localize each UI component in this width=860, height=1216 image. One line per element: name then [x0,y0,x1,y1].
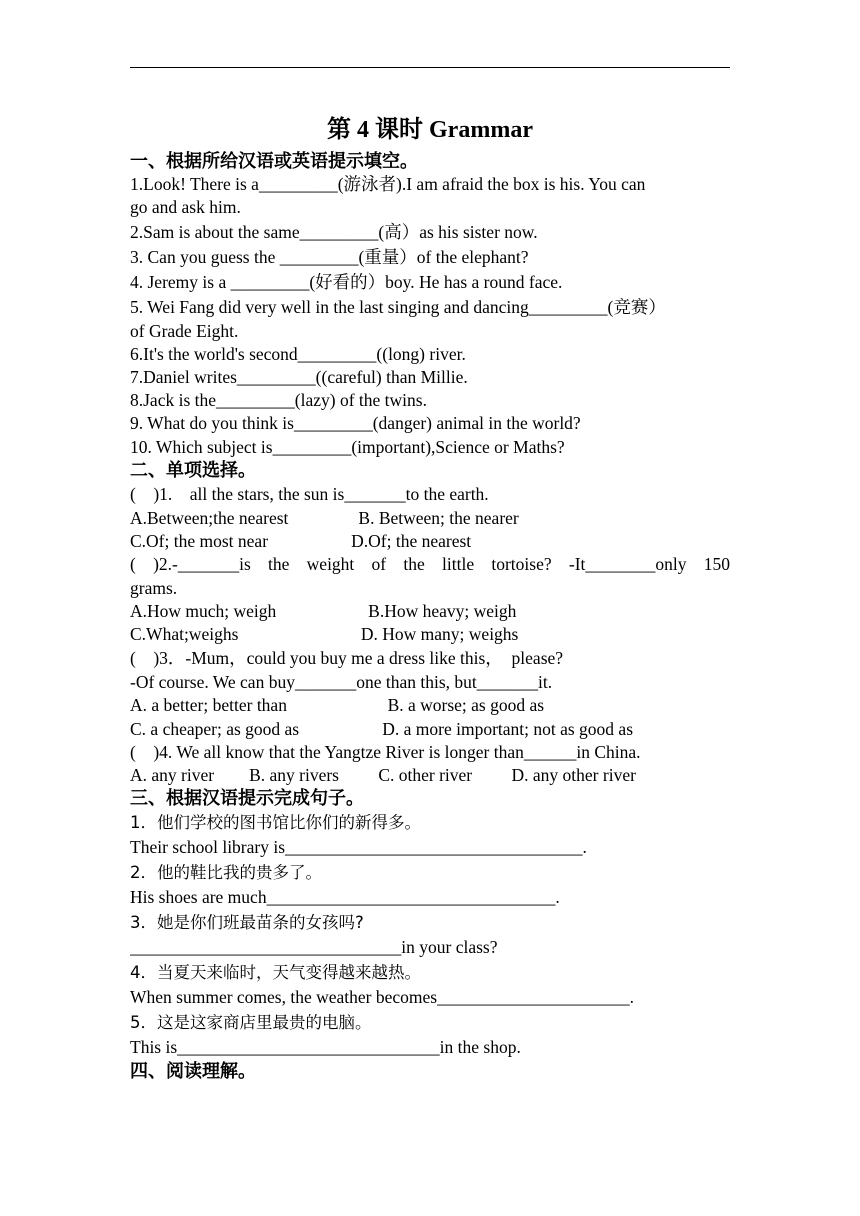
section-3-heading: 三、根据汉语提示完成句子。 [130,788,364,810]
s2-question-3-options-cd: C. a cheaper; as good as D. a more important; not as good as [130,718,634,739]
s1-question-10: 10. Which subject is_________(important),Science or Maths? [130,436,565,457]
section-4-heading: 四、阅读理解。 [130,1061,256,1083]
s2-question-1-options-ab: A.Between;the nearest B. Between; the nearer [130,508,519,529]
worksheet [130,110,730,1084]
s1-question-7: 7.Daniel writes_________((careful) than Millie. [130,367,468,388]
s2-question-3-line-2: -Of course. We can buy_______one than this, but_______it. [130,672,553,693]
s3-question-4-chinese: 4．当夏天来临时，天气变得越来越热。 [130,963,421,983]
s1-question-9: 9. What do you think is_________(danger) animal in the world? [130,413,581,434]
s3-question-1-english: Their school library is__________________________________. [130,837,587,858]
s2-question-2-line-2: grams. [130,577,178,598]
s1-question-2: 2.Sam is about the same_________(高）as his sister now. [130,221,538,242]
s3-question-2-chinese: 2．他的鞋比我的贵多了。 [130,863,322,883]
s2-question-3-line-1: ( )3．-Mum，could you buy me a dress like this， please? [130,648,564,669]
s2-question-1-options-cd: C.Of; the most near D.Of; the nearest [130,531,472,552]
section-2 [130,459,730,787]
s3-question-2-english: His shoes are much_________________________________. [130,887,560,908]
s3-question-3-english: _______________________________in your class? [130,937,498,958]
s1-question-5-line-1: 5. Wei Fang did very well in the last singing and dancing_________(竞赛） [130,296,666,317]
s2-question-2-line-1: ( )2.-_______is the weight of the little tortoise? -It________only 150 [130,554,730,575]
s2-question-3-options-ab: A. a better; better than B. a worse; as good as [130,695,545,716]
s2-question-2-options-ab: A.How much; weigh B.How heavy; weigh [130,600,517,621]
s1-question-6: 6.It's the world's second_________((long) river. [130,343,466,364]
section-3 [130,787,730,1060]
header-rule [130,67,730,68]
s2-question-4-options: A. any river B. any rivers C. other river D. any other river [130,765,636,786]
s1-question-4: 4. Jeremy is a _________(好看的）boy. He has a round face. [130,271,563,292]
section-2-heading: 二、单项选择。 [130,459,256,481]
section-1 [130,150,730,459]
s2-question-4: ( )4. We all know that the Yangtze River is longer than______in China. [130,741,641,762]
s1-question-3: 3. Can you guess the _________(重量）of the elephant? [130,246,529,267]
s2-question-2-options-cd: C.What;weighs D. How many; weighs [130,624,519,645]
s1-question-1-line-2: go and ask him. [130,197,241,218]
section-4 [130,1060,730,1083]
s1-question-5-line-2: of Grade Eight. [130,320,239,341]
s3-question-3-chinese: 3．她是你们班最苗条的女孩吗? [130,913,364,933]
s3-question-4-english: When summer comes, the weather becomes______________________. [130,987,634,1008]
page-title: 第 4 课时 Grammar [327,117,533,143]
s3-question-1-chinese: 1．他们学校的图书馆比你们的新得多。 [130,813,421,833]
s2-question-1: ( )1. all the stars, the sun is_______to the earth. [130,484,489,505]
s1-question-1-line-1: 1.Look! There is a_________(游泳者).I am afraid the box is his. You can [130,174,646,195]
s1-question-8: 8.Jack is the_________(lazy) of the twins. [130,390,427,411]
s3-question-5-chinese: 5．这是这家商店里最贵的电脑。 [130,1013,372,1033]
s3-question-5-english: This is______________________________in the shop. [130,1037,521,1058]
section-1-heading: 一、根据所给汉语或英语提示填空。 [130,151,418,172]
